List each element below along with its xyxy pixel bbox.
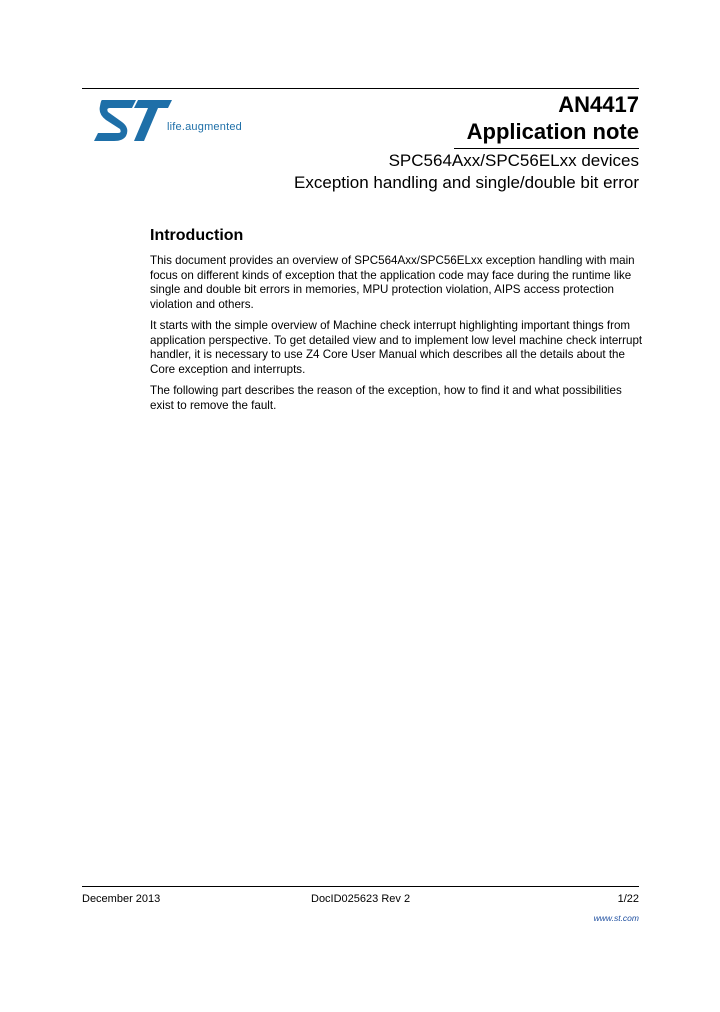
- logo-tagline: life.augmented: [167, 121, 242, 133]
- footer-date: December 2013: [82, 893, 161, 905]
- footer-doc-id: DocID025623 Rev 2: [311, 893, 411, 905]
- website-link[interactable]: www.st.com: [593, 913, 639, 923]
- document-subtitle-line-2: Exception handling and single/double bit error: [294, 173, 639, 192]
- introduction-paragraph-2: It starts with the simple overview of Machine check interrupt highlighting important things from application perspective. To get detailed view and to implement low level machine check interrupt handler, it is necessary to use Z4 Core User Manual which describes all the details about the Core exception and interrupts.: [150, 319, 643, 377]
- footer-page-number: 1/22: [617, 893, 639, 905]
- footer-rule: [82, 886, 639, 887]
- introduction-paragraph-1: This document provides an overview of SPC564Axx/SPC56ELxx exception handling with main focus on different kinds of exception that the application code may face during the runtime like single and double bit errors in memories, MPU protection violation, AIPS access protection violation and others.: [150, 254, 635, 312]
- introduction-heading: Introduction: [150, 227, 244, 244]
- document-subtitle-line-1: SPC564Axx/SPC56ELxx devices: [388, 151, 639, 170]
- document-type: Application note: [466, 119, 639, 144]
- st-logo-icon: [92, 98, 172, 142]
- header-top-rule: [82, 88, 639, 89]
- introduction-paragraph-3: The following part describes the reason of the exception, how to find it and what possibilities exist to remove the fault.: [150, 384, 622, 412]
- document-number: AN4417: [558, 92, 639, 117]
- header-title-rule: [454, 148, 639, 149]
